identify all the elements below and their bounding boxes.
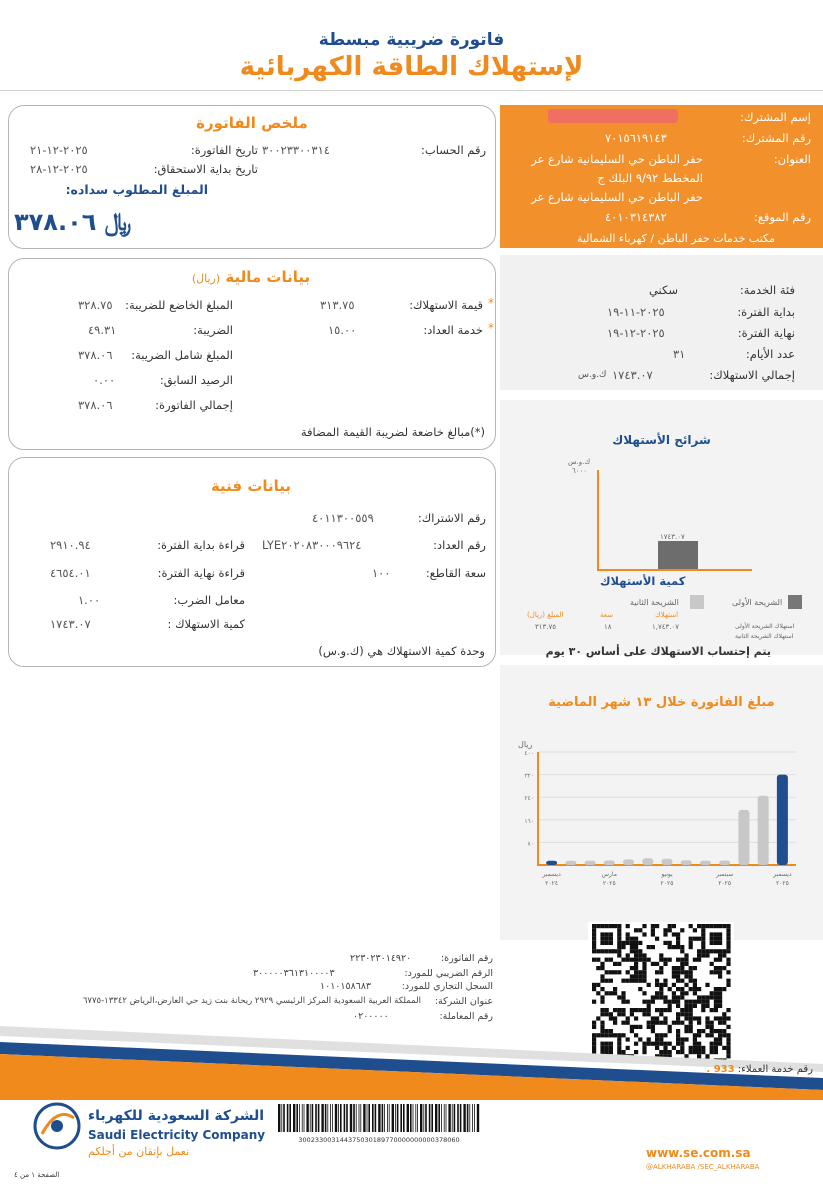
days-label: عدد الأيام: [745,347,795,361]
meter-label: رقم العداد: [433,538,486,552]
history-x-tick-year: ٢٠٢٥ [602,880,616,887]
cr-value: ١٠١٠١٥٨٦٨٣ [320,981,372,992]
history-bar [565,861,576,865]
invoice-type-title: فاتورة ضريبية مبسطة [318,30,505,50]
barcode [278,1104,480,1132]
quantity-label: كمية الاستهلاك : [167,617,245,631]
invoice-date-value: ٢٠٢٥-١٢-٢١ [30,143,88,157]
quantity-value: ١٧٤٣.٠٧ [50,617,91,631]
subscriber-number-value: ٧٠١٥٦١٩١٤٣ [605,131,667,145]
basis-note: يتم إحتساب الاستهلاك على أساس ٣٠ يوم [545,645,771,658]
period-end-value: ٢٠٢٥-١٢-١٩ [607,326,665,340]
service-category-label: فئة الخدمة: [739,283,795,297]
breaker-value: ١٠٠ [372,566,391,580]
tiers-bar-label: ١٧٤٣.٠٧ [660,533,685,541]
tax-value: ٤٩.٣١ [88,323,117,337]
col-consumption: استهلاك [655,611,679,619]
history-y-tick: ٨٠ [527,840,534,848]
breaker-label: سعة القاطع: [425,566,486,580]
history-bar [738,810,749,865]
total-consumption-unit: ك.و.س [578,370,607,380]
tiers-x-label: كمية الأستهلاك [600,574,686,588]
row2-label: استهلاك الشريحة الثانية [735,633,794,640]
history-x-tick: يونيو [661,871,673,878]
col-rate: سعة [600,611,613,619]
legend-tier1-swatch [788,595,802,609]
incl-tax-label: المبلغ شامل الضريبة: [131,348,233,362]
company-address-value: المملكة العربية السعودية المركز الرئيسي ٢٩٢٩ ريحانة بنت زيد حي العارض،الرياض ١٣٣٤٢-٦٧٧٥ [82,996,421,1006]
address-line-1: حفر الباطن حي السليمانية شارع عر [531,152,703,166]
total-label: إجمالي الفاتورة: [155,398,233,412]
tiers-title: شرائح الأستهلاك [612,433,711,447]
consumption-value: ٣١٣.٧٥ [320,298,355,312]
total-consumption-value: ١٧٤٣.٠٧ [612,368,653,382]
period-start-value: ٢٠٢٥-١١-١٩ [607,305,665,319]
history-x-tick: ديسمبر [773,871,792,878]
meter-value: LYE٢٠٢٠٨٣٠٠٠٩٦٢٤ [262,538,362,552]
header-divider [0,90,823,91]
history-y-tick: ٤٠٠ [524,750,534,757]
subscriber-name-label: إسم المشترك: [740,110,811,124]
meter-service-label: خدمة العداد: [423,323,483,337]
financial-title-text: بيانات مالية [225,268,311,286]
subscriber-number-label: رقم المشترك: [741,131,811,145]
technical-title: بيانات فنية [210,477,292,495]
history-bar [546,861,557,865]
history-x-tick-year: ٢٠٢٥ [660,880,674,887]
col-amount: المبلغ (ريال) [527,611,564,619]
customer-service-number: 933 . [706,1064,735,1075]
address-line-2: المخطط ٩/٩٢ البلك ج [597,171,703,185]
social-handles[interactable]: @ALKHARABA /SEC_ALKHARABA [646,1163,760,1171]
summary-title: ملخص الفاتورة [196,114,308,132]
prev-balance-value: ٠.٠٠ [93,373,116,387]
row1-consumption: ١,٧٤٣.٠٧ [652,623,680,631]
consumption-value-label: قيمة الاستهلاك: [409,298,483,312]
history-bar [642,858,653,865]
company-address-label: عنوان الشركة: [434,996,493,1007]
history-bar [604,860,615,865]
legend-tier2-swatch [690,595,704,609]
redacted-name [548,109,678,123]
period-start-label: بداية الفترة: [737,305,795,319]
history-bar [777,775,788,865]
taxable-value: ٣٢٨.٧٥ [78,298,113,312]
history-bar [758,796,769,865]
prev-balance-label: الرصيد السابق: [159,373,233,387]
invoice-no-label: رقم الفاتورة: [440,953,493,964]
address-line-3: حفر الباطن حي السليمانية شارع عر [531,190,703,204]
vat-no-value: ٣٠٠٠٠٠٣٦١٣١٠٠٠٠٣ [253,968,335,979]
transaction-value: ٠٢٠٠٠٠٠ [353,1011,389,1022]
taxable-label: المبلغ الخاضع للضريبة: [125,298,233,312]
legend-tier1: الشريحة الأولى [732,598,783,607]
history-bar [623,859,634,865]
transaction-label: رقم المعاملة: [439,1011,493,1022]
service-office: مكتب خدمات حفر الباطن / كهرباء الشمالية [576,232,775,245]
asterisk-2: * [488,321,494,335]
meter-service-value: ١٥.٠٠ [328,323,357,337]
amount-due-value: ٣٧٨.٠٦ [14,208,97,236]
multiplier-value: ١.٠٠ [78,593,101,607]
history-x-labels [541,871,791,887]
history-y-unit: ريال [518,740,533,749]
end-reading-value: ٤٦٥٤.٠١ [50,566,91,580]
customer-service [706,1064,813,1075]
customer-service-label: رقم خدمة العملاء: [737,1064,813,1075]
slogan: نعمل بإتقان من أجلكم [88,1145,190,1158]
history-y-tick: ٣٢٠ [524,772,534,780]
history-x-tick: ديسمبر [542,871,561,878]
vat-note: (*)مبالغ خاضعة لضريبة القيمة المضافة [300,425,485,439]
company-name-en: Saudi Electricity Company [88,1128,266,1142]
history-x-tick-year: ٢٠٢٥ [718,880,732,887]
location-label: رقم الموقع: [753,210,811,224]
due-date-label: تاريخ بداية الاستحقاق: [153,162,258,176]
start-reading-value: ٢٩١٠.٩٤ [50,538,91,552]
financial-title [8,268,494,286]
amount-due-display [14,208,131,236]
period-end-label: نهاية الفترة: [737,326,795,340]
multiplier-label: معامل الضرب: [173,593,245,607]
history-bar [662,859,673,865]
tiers-y-axis [597,470,599,570]
amount-due-label: المبلغ المطلوب سداده: [65,182,208,197]
asterisk-1: * [488,296,494,310]
history-y-tick: ١٦٠ [524,817,534,825]
due-date-value: ٢٠٢٥-١٢-٢٨ [30,162,88,176]
history-bar [585,861,596,865]
invoice-date-label: تاريخ الفاتورة: [190,143,258,157]
tiers-x-axis [597,569,752,571]
history-chart [500,730,823,900]
history-title: مبلغ الفاتورة خلال ١٣ شهر الماضية [548,695,775,710]
website-link[interactable]: www.se.com.sa [646,1146,751,1160]
company-name-ar: الشركة السعودية للكهرباء [88,1108,265,1124]
total-consumption-label: إجمالي الاستهلاك: [709,368,795,382]
history-x-tick: مارس [601,871,617,878]
financial-title-unit: (ريال) [191,272,221,285]
invoice-no-value: ٢٢٣٠٢٣٠١٤٩٢٠ [350,953,412,964]
history-x-tick-year: ٢٠٢٤ [545,880,559,887]
address-label: العنوان: [773,152,811,166]
barcode-number: 300233003144375030189770000000000378060 [298,1136,460,1144]
tiers-y-max: ٦٠٠٠ [572,467,588,475]
history-x-tick-year: ٢٠٢٥ [775,880,789,887]
tiers-y-unit: ك.و.س [568,458,591,466]
row1-label: استهلاك الشريحة الأولى [735,623,795,630]
tax-label: الضريبة: [193,323,233,337]
service-category-value: سكني [648,283,678,297]
history-grid [524,750,796,847]
subscription-value: ٤٠١١٣٠٠٥٥٩ [312,511,374,525]
start-reading-label: قراءة بداية الفترة: [157,538,245,552]
cr-label: السجل التجاري للمورد: [401,981,493,992]
location-value: ٤٠١٠٣١٤٣٨٢ [605,210,667,224]
account-label: رقم الحساب: [421,143,486,157]
unit-note: وحدة كمية الاستهلاك هي (ك.و.س) [318,644,485,658]
page-number: الصفحة ١ من ٤ [14,1171,60,1179]
history-bar [719,860,730,865]
account-value: ٣٠٠٢٣٣٠٠٣١٤ [262,143,330,157]
row1-amount: ٣١٣.٧٥ [535,623,557,631]
decorative-stripes [0,1020,823,1100]
tiers-bar [658,541,698,569]
total-value: ٣٧٨.٠٦ [78,398,113,412]
history-y-tick: ٢٤٠ [524,795,534,803]
history-bar [681,860,692,865]
sec-logo-icon [28,1096,86,1154]
days-value: ٣١ [673,347,686,361]
legend-tier2: الشريحة الثانية [630,598,679,607]
vat-no-label: الرقم الضريبي للمورد: [404,968,493,979]
end-reading-label: قراءة نهاية الفترة: [157,566,245,580]
history-bar [700,861,711,865]
riyal-symbol: ﷼ [104,208,132,236]
history-x-tick: سبتمبر [716,871,734,878]
invoice-main-title: لإستهلاك الطاقة الكهربائية [239,52,584,82]
subscription-label: رقم الاشتراك: [417,511,486,525]
incl-tax-value: ٣٧٨.٠٦ [78,348,113,362]
row1-rate: ١٨ [604,623,612,631]
